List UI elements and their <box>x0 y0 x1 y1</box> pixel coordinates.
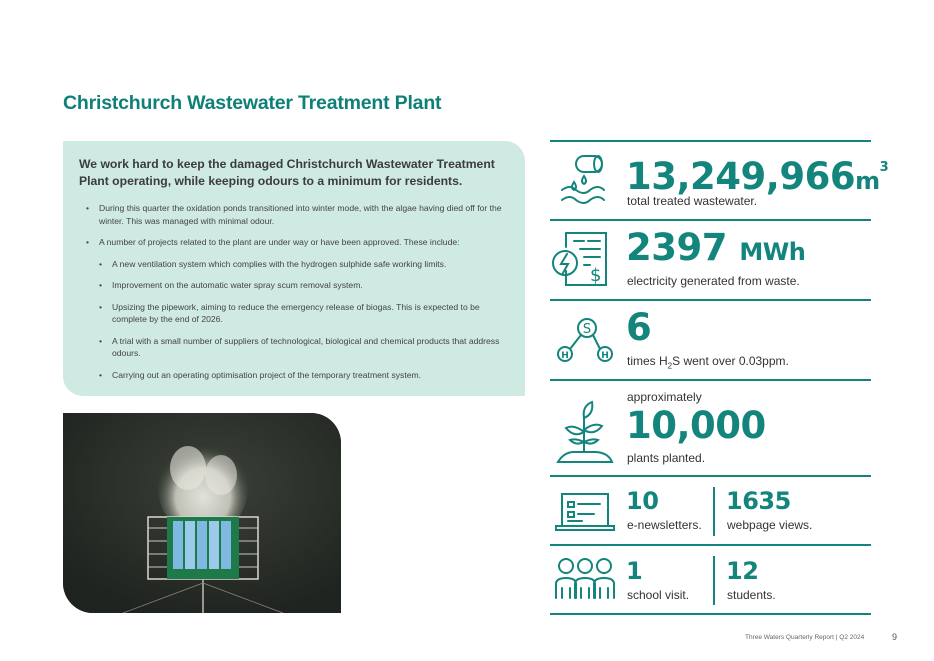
wastewater-unit: m <box>855 167 880 195</box>
electricity-unit: MWh <box>739 238 806 266</box>
svg-text:$: $ <box>590 265 602 286</box>
plants-value: 10,000 <box>626 404 766 447</box>
divider-rule <box>550 475 871 477</box>
bullet-list <box>79 202 509 381</box>
h2s-caption-post: S went over 0.03ppm. <box>672 354 789 368</box>
electricity-value <box>626 226 805 274</box>
sub-bullet-list <box>99 258 509 382</box>
plants-caption: plants planted. <box>627 451 706 465</box>
wastewater-unit-sup: 3 <box>879 160 889 175</box>
wastewater-caption: total treated wastewater. <box>627 194 758 208</box>
divider-rule <box>550 219 871 221</box>
aerial-photo-drawing <box>63 413 341 613</box>
people-group-icon <box>552 556 618 600</box>
electricity-number: 2397 <box>626 226 727 269</box>
info-panel <box>63 141 525 396</box>
bullet-winter-mode: • During this quarter the oxidation ponds transitioned into winter mode, with the algae having died off for the winter. This was managed with minimal odour. <box>79 202 509 227</box>
panel-lead: We work hard to keep the damaged Christchurch Wastewater Treatment Plant operating, while keeping odours to a minimum for residents. <box>79 157 495 188</box>
footer-text: Three Waters Quarterly Report | Q2 2024 <box>745 634 865 641</box>
webviews-value: 1635 <box>726 487 791 515</box>
laptop-icon <box>554 490 616 534</box>
school-caption: school visit. <box>627 588 690 602</box>
sub-bullet-scum-removal: • Improvement on the automatic water spray scum removal system. <box>99 279 509 292</box>
divider-rule <box>550 544 871 546</box>
school-value: 1 <box>626 557 643 585</box>
sub-bullet-ventilation: • A new ventilation system which complies with the hydrogen sulphide safe working limits. <box>99 258 509 271</box>
divider-rule <box>550 299 871 301</box>
bullet-projects <box>79 236 509 381</box>
stat-divider <box>713 487 715 536</box>
sub-bullet-trial: • A trial with a small number of suppliers of technological, biological and chemical products that address odours. <box>99 335 509 360</box>
divider-rule <box>550 140 871 142</box>
seedling-icon <box>554 400 616 466</box>
newsletters-caption: e-newsletters. <box>627 518 702 532</box>
divider-rule <box>550 613 871 615</box>
h2s-caption <box>627 354 789 370</box>
bill-energy-icon <box>550 229 610 289</box>
svg-text:H: H <box>601 351 609 361</box>
h2s-value: 6 <box>626 306 652 349</box>
page-title: Christchurch Wastewater Treatment Plant <box>63 92 442 114</box>
plants-pre: approximately <box>627 390 702 404</box>
svg-text:S: S <box>582 322 592 337</box>
page-number: 9 <box>892 632 898 642</box>
sub-bullet-optimisation: • Carrying out an operating optimisation project of the temporary treatment system. <box>99 369 509 382</box>
h2s-caption-sub: 2 <box>667 361 673 371</box>
aerial-photo <box>63 413 341 613</box>
wastewater-number: 13,249,966 <box>626 155 856 198</box>
stat-divider <box>713 556 715 605</box>
h2s-caption-pre: times H <box>627 354 668 368</box>
newsletters-value: 10 <box>626 487 659 515</box>
students-value: 12 <box>726 557 759 585</box>
webviews-caption: webpage views. <box>727 518 813 532</box>
svg-text:H: H <box>561 351 569 361</box>
electricity-caption: electricity generated from waste. <box>627 274 800 288</box>
sub-bullet-pipework: • Upsizing the pipework, aiming to reduce the emergency release of biogas. This is expected to be complete by the end of 2026. <box>99 301 509 326</box>
divider-rule <box>550 379 871 381</box>
students-caption: students. <box>727 588 776 602</box>
bullet-projects-text: A number of projects related to the plant are under way or have been approved. These include: <box>99 237 460 247</box>
h2s-molecule-icon <box>554 316 614 366</box>
pipe-water-icon <box>554 152 614 210</box>
